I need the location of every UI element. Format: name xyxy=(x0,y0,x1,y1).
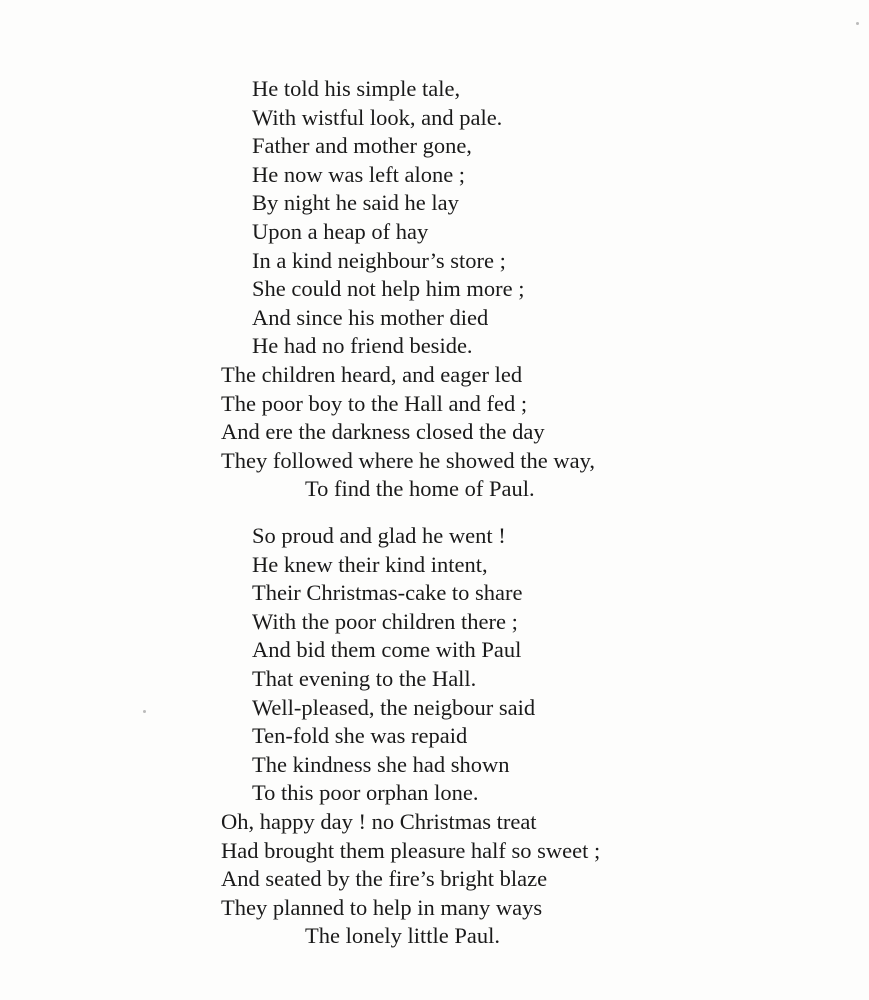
poem-line: That evening to the Hall. xyxy=(252,665,477,691)
poem-stanza-2 xyxy=(0,522,869,951)
poem-line: The poor boy to the Hall and fed ; xyxy=(221,390,528,416)
poem-line: He knew their kind intent, xyxy=(252,551,488,577)
poem-line: With wistful look, and pale. xyxy=(252,104,503,130)
poem-line: Their Christmas-cake to share xyxy=(252,580,523,606)
poem-line: And bid them come with Paul xyxy=(252,637,522,663)
poem-line: In a kind neighbour’s store ; xyxy=(252,247,506,273)
poem-line: He had no friend beside. xyxy=(252,333,473,359)
poem-line: By night he said he lay xyxy=(252,190,459,216)
poem-line: Oh, happy day ! no Christmas treat xyxy=(221,808,537,834)
poem-line: Upon a heap of hay xyxy=(252,218,429,244)
poem-line: Had brought them pleasure half so sweet ; xyxy=(221,837,601,863)
poem-line: To this poor orphan lone. xyxy=(252,780,479,806)
poem-line: They planned to help in many ways xyxy=(221,894,543,920)
poem-line: And ere the darkness closed the day xyxy=(221,419,545,445)
poem-line: And seated by the fire’s bright blaze xyxy=(221,866,548,892)
poem-line: And since his mother died xyxy=(252,304,489,330)
poem-line: Well-pleased, the neigbour said xyxy=(252,694,536,720)
poem-line: Ten-fold she was repaid xyxy=(252,723,468,749)
poem-line: With the poor children there ; xyxy=(252,608,518,634)
poem-line: The lonely little Paul. xyxy=(305,923,500,949)
poem-line: They followed where he showed the way, xyxy=(221,447,596,473)
poem-line: The children heard, and eager led xyxy=(221,361,523,387)
poem-line: Father and mother gone, xyxy=(252,133,472,159)
paper-speck-decoration xyxy=(143,710,146,713)
paper-speck-decoration xyxy=(856,22,859,25)
poem-line: She could not help him more ; xyxy=(252,276,525,302)
poem-line: He now was left alone ; xyxy=(252,161,466,187)
poem-line: To find the home of Paul. xyxy=(305,476,535,502)
poem-stanza-1 xyxy=(0,75,869,504)
poem-line: So proud and glad he went ! xyxy=(252,523,506,548)
poem-line: The kindness she had shown xyxy=(252,751,510,777)
poem-line: He told his simple tale, xyxy=(252,76,461,101)
